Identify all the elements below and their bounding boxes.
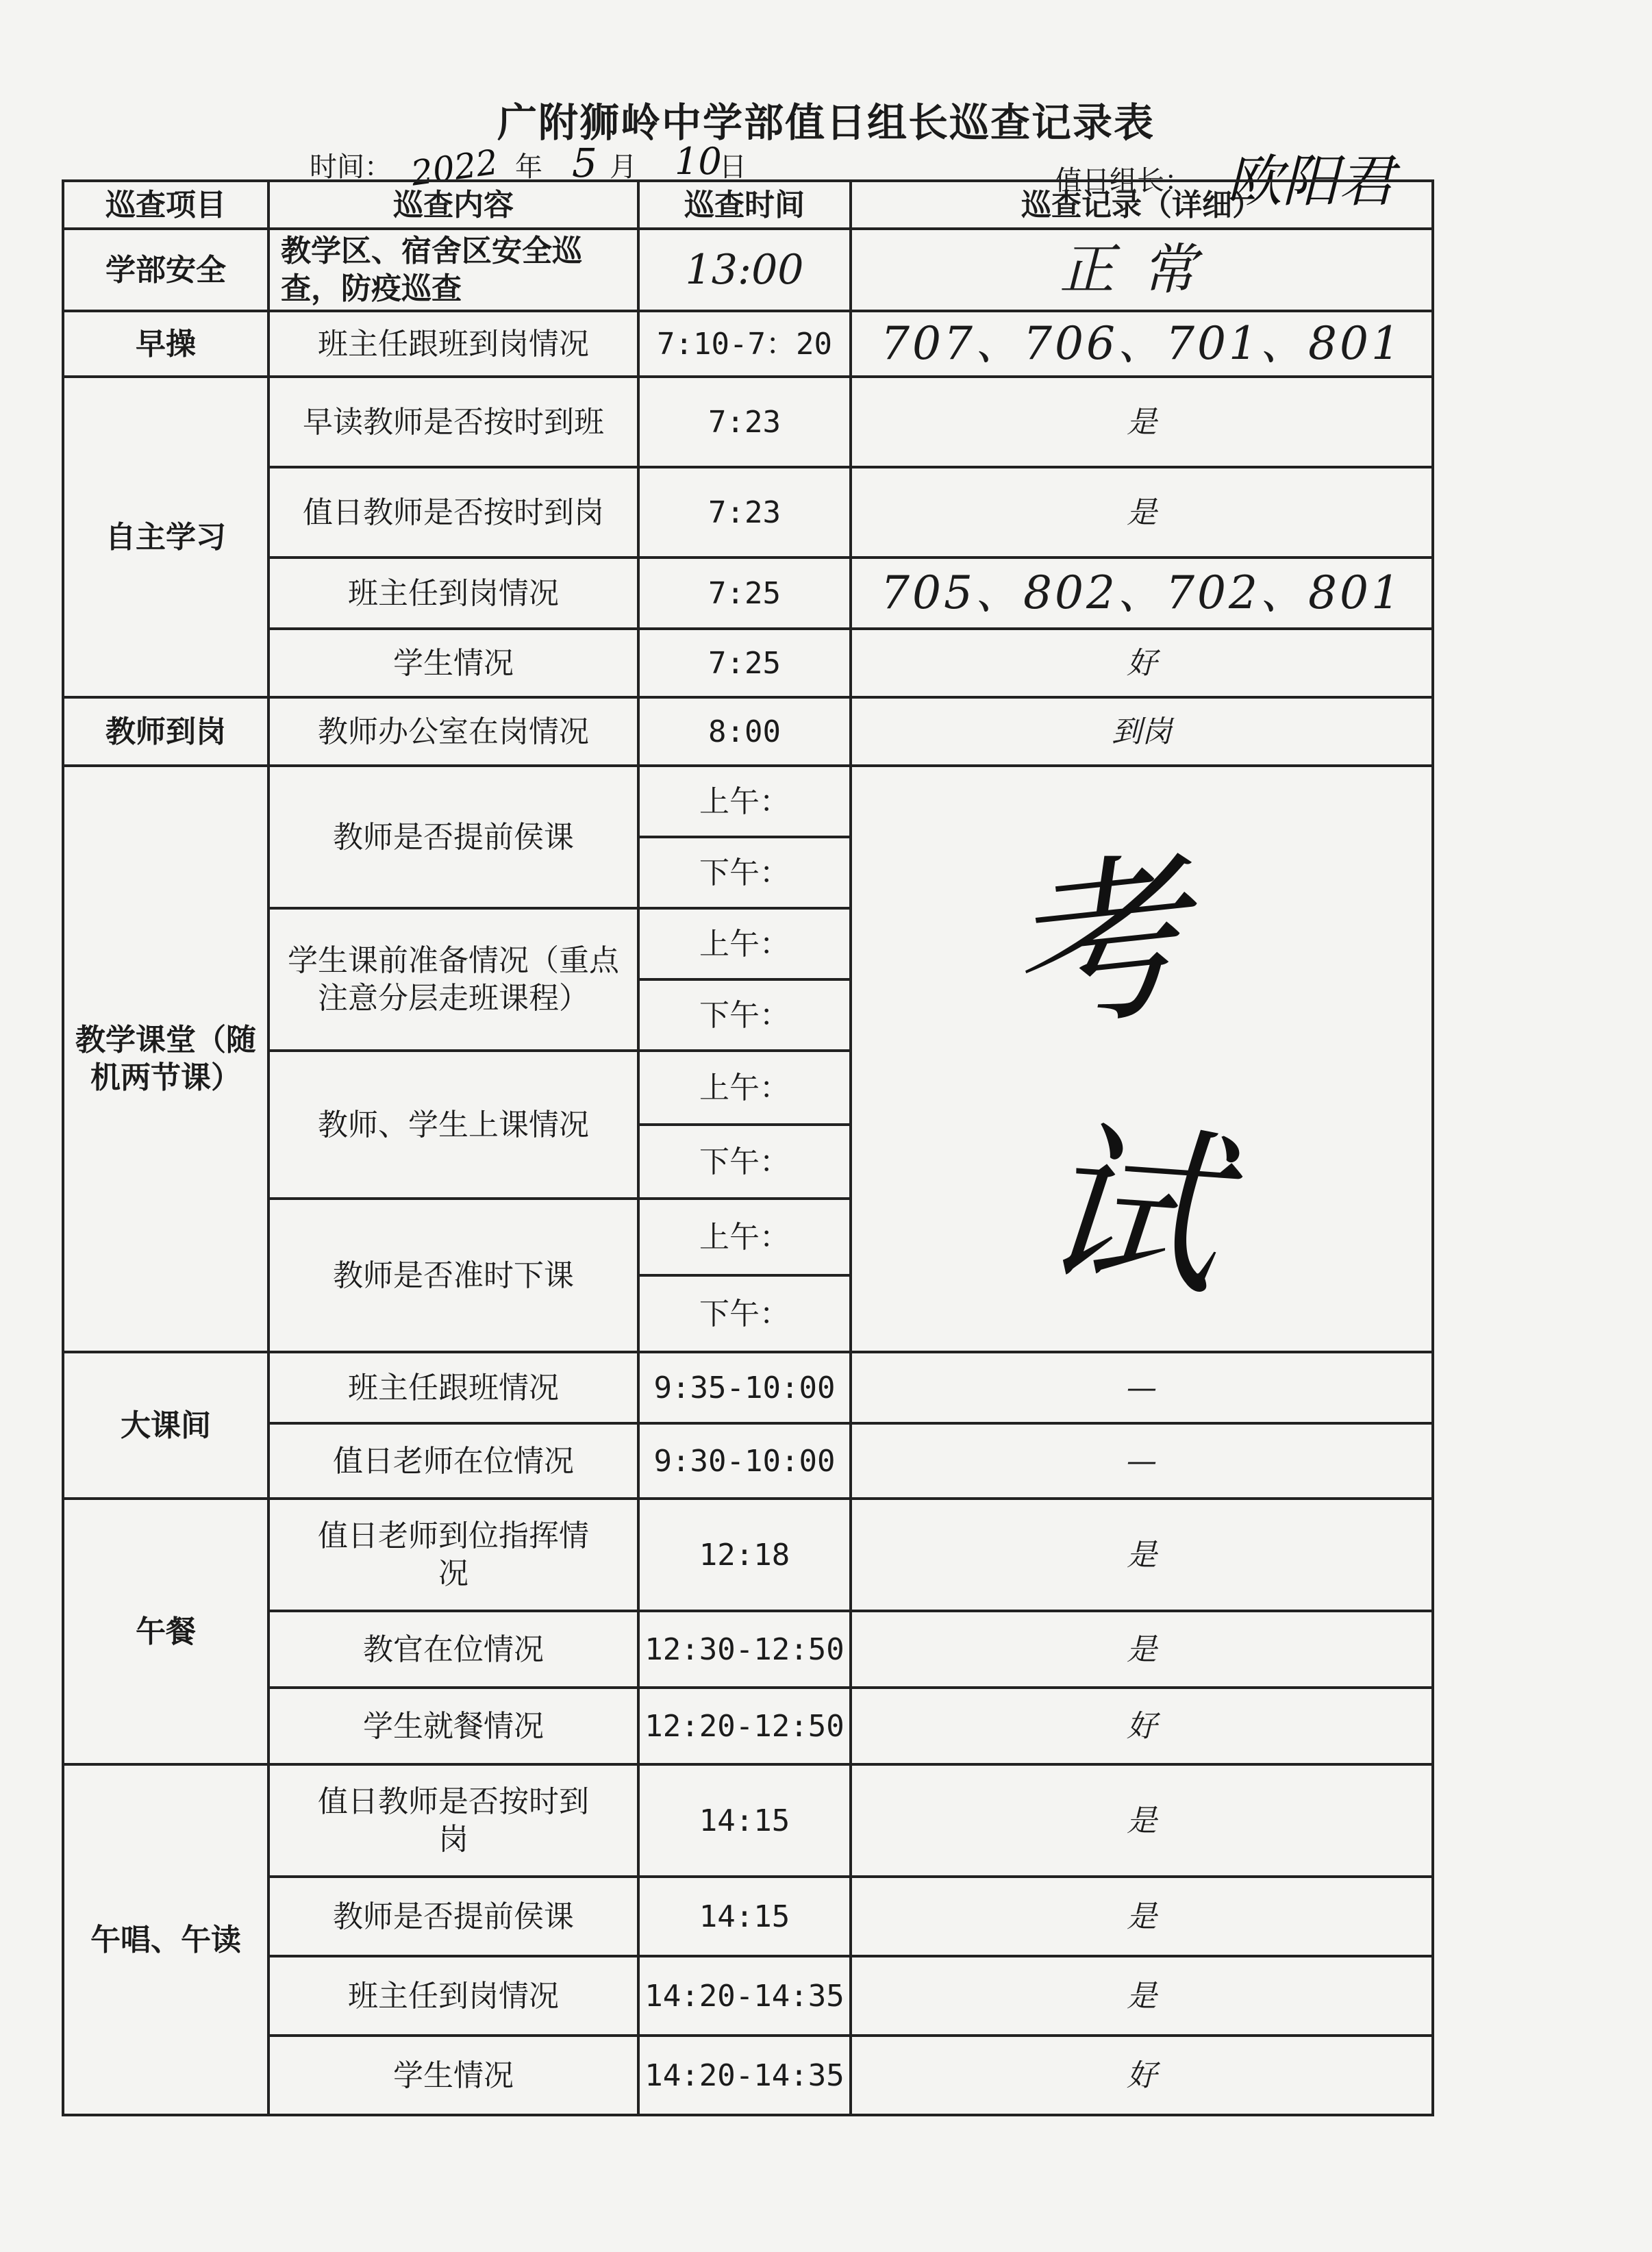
category-safety: 学部安全: [63, 229, 268, 311]
morning-label: 上午：: [638, 766, 851, 837]
morning-label: 上午：: [638, 1051, 851, 1125]
row-record: 是: [851, 1877, 1433, 1956]
row-time: 8:00: [638, 697, 851, 766]
category-self-study: 自主学习: [63, 377, 268, 697]
classroom-record-sign-2: 试: [1034, 1103, 1227, 1322]
row-content: 学生情况: [268, 629, 638, 697]
row-content: 教师、学生上课情况: [268, 1051, 638, 1199]
table-row: [63, 2036, 1433, 2115]
row-record: —: [851, 1352, 1433, 1423]
table-row: [63, 766, 1433, 837]
row-record: 705、802、702、801: [851, 558, 1433, 629]
row-content: 值日老师在位情况: [268, 1423, 638, 1499]
row-content: 值日老师到位指挥情况: [268, 1499, 638, 1611]
afternoon-label: 下午：: [638, 1125, 851, 1199]
table-row: [63, 377, 1433, 467]
row-time: 9:35-10:00: [638, 1352, 851, 1423]
table-row: [63, 1423, 1433, 1499]
category-teacher-attendance: 教师到岗: [63, 697, 268, 766]
col-header-time: 巡查时间: [638, 181, 851, 229]
row-content: 学生就餐情况: [268, 1688, 638, 1764]
row-content: 教师是否提前侯课: [268, 766, 638, 908]
category-big-break: 大课间: [63, 1352, 268, 1499]
row-record: 是: [851, 1611, 1433, 1688]
col-header-content: 巡查内容: [268, 181, 638, 229]
table-row: [63, 467, 1433, 558]
morning-label: 上午：: [638, 1199, 851, 1275]
table-row: [63, 629, 1433, 697]
form-title: 广附狮岭中学部值日组长巡查记录表: [497, 99, 1155, 146]
row-time: 12:20-12:50: [638, 1688, 851, 1764]
row-content: 教师是否提前侯课: [268, 1877, 638, 1956]
inspection-table: [62, 179, 1434, 2116]
row-record: 是: [851, 467, 1433, 558]
morning-label: 上午：: [638, 908, 851, 979]
row-time: 13:00: [638, 229, 851, 311]
row-time: 14:20-14:35: [638, 1956, 851, 2036]
table-row: [63, 697, 1433, 766]
row-record: 707、706、701、801: [851, 311, 1433, 377]
table-row: [63, 1877, 1433, 1956]
row-record: 好: [851, 629, 1433, 697]
table-row: [63, 1764, 1433, 1877]
row-time: 12:30-12:50: [638, 1611, 851, 1688]
day-unit: 日: [719, 151, 747, 183]
category-classroom: 教学课堂（随机两节课）: [63, 766, 268, 1352]
table-row: [63, 558, 1433, 629]
row-record: —: [851, 1423, 1433, 1499]
afternoon-label: 下午：: [638, 837, 851, 908]
row-content: 班主任到岗情况: [268, 1956, 638, 2036]
month-unit: 月: [610, 151, 637, 183]
row-time: 7:10-7：20: [638, 311, 851, 377]
col-header-item: 巡查项目: [63, 181, 268, 229]
row-content: 教师办公室在岗情况: [268, 697, 638, 766]
time-label: 时间：: [310, 151, 392, 183]
table-row: [63, 1611, 1433, 1688]
row-time: 7:23: [638, 377, 851, 467]
month-value: 5: [572, 140, 597, 186]
year-unit: 年: [515, 151, 542, 183]
row-content: 班主任跟班情况: [268, 1352, 638, 1423]
row-time: 14:15: [638, 1764, 851, 1877]
table-row: [63, 1956, 1433, 2036]
row-record: 好: [851, 2036, 1433, 2115]
row-content: 早读教师是否按时到班: [268, 377, 638, 467]
table-row: [63, 229, 1433, 311]
category-lunch: 午餐: [63, 1499, 268, 1764]
row-content: 班主任到岗情况: [268, 558, 638, 629]
row-record: 是: [851, 377, 1433, 467]
row-content: 学生情况: [268, 2036, 638, 2115]
table-row: [63, 311, 1433, 377]
row-content: 教学区、宿舍区安全巡查，防疫巡查: [268, 229, 638, 311]
row-time: 9:30-10:00: [638, 1423, 851, 1499]
row-time: 14:15: [638, 1877, 851, 1956]
row-content: 教官在位情况: [268, 1611, 638, 1688]
row-record: 是: [851, 1764, 1433, 1877]
row-time: 7:23: [638, 467, 851, 558]
classroom-record-sign-1: 考: [996, 833, 1196, 1058]
year-value: 2022: [408, 142, 501, 194]
table-row: [63, 1499, 1433, 1611]
row-content: 班主任跟班到岗情况: [268, 311, 638, 377]
row-record: 好: [851, 1688, 1433, 1764]
leader-label: 值日组长：: [1055, 165, 1192, 197]
afternoon-label: 下午：: [638, 1275, 851, 1352]
row-record: 到岗: [851, 697, 1433, 766]
row-record: 是: [851, 1499, 1433, 1611]
table-row: [63, 1352, 1433, 1423]
table-row: [63, 1688, 1433, 1764]
row-time: 12:18: [638, 1499, 851, 1611]
leader-signature: 欧阳君: [1226, 149, 1394, 214]
day-value: 10: [675, 140, 722, 183]
row-content: 值日教师是否按时到岗: [268, 467, 638, 558]
row-content: 教师是否准时下课: [268, 1199, 638, 1352]
row-record: 正常: [851, 229, 1433, 311]
row-record: 是: [851, 1956, 1433, 2036]
row-content: 学生课前准备情况（重点注意分层走班课程）: [268, 908, 638, 1051]
col-header-record: 巡查记录（详细）: [851, 181, 1433, 229]
row-time: 7:25: [638, 629, 851, 697]
row-time: 14:20-14:35: [638, 2036, 851, 2115]
header-row: [63, 181, 1433, 229]
row-content: 值日教师是否按时到岗: [268, 1764, 638, 1877]
afternoon-label: 下午：: [638, 979, 851, 1051]
category-noon-reading: 午唱、午读: [63, 1764, 268, 2115]
category-morning-exercise: 早操: [63, 311, 268, 377]
row-time: 7:25: [638, 558, 851, 629]
